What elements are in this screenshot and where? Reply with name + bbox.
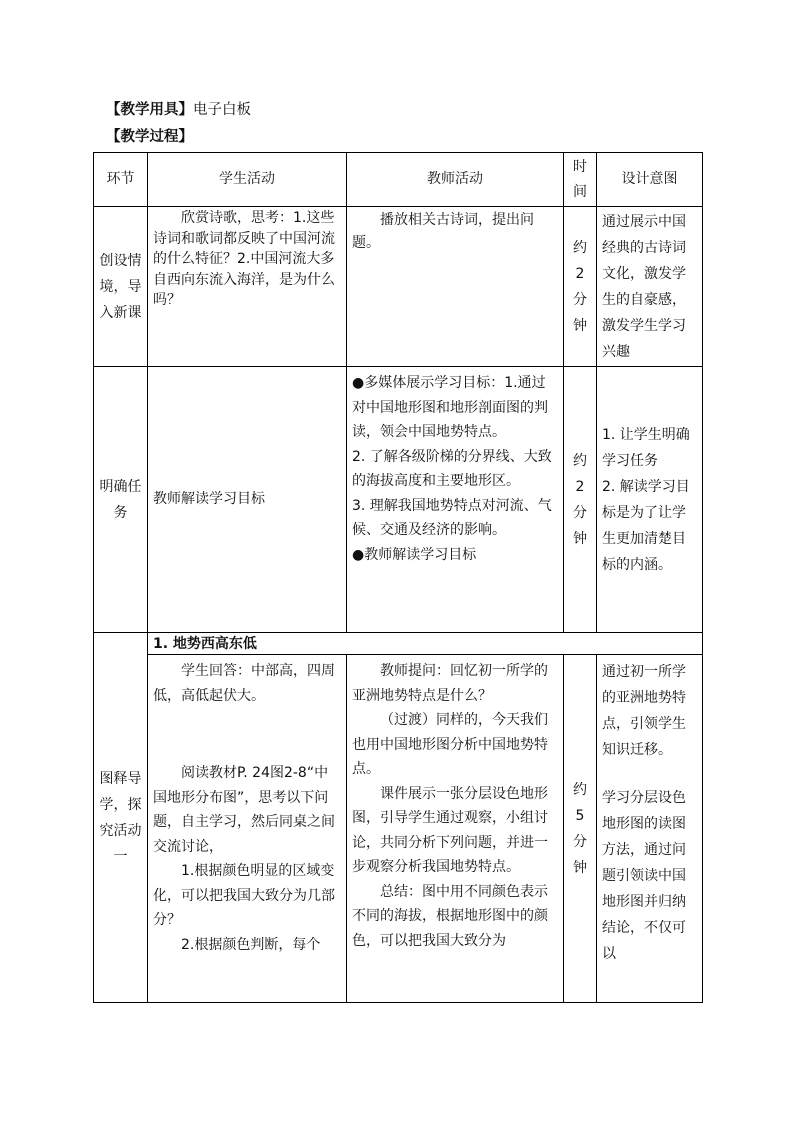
column-header-time: 时间 (564, 153, 597, 207)
stage-cell: 图释导学，探究活动一 (94, 633, 148, 1003)
table-row (94, 633, 703, 655)
teaching-tools-line (106, 100, 251, 120)
spacer (602, 763, 697, 785)
student-line: 阅读教材P. 24图2-8“中国地形分布图”，思考以下问题，自主学习，然后同桌之间交流讨论， (153, 765, 335, 855)
teacher-line: ●教师解读学习目标 (352, 546, 477, 563)
teacher-line: （过渡）同样的，今天我们也用中国地形图分析中国地势特点。 (352, 712, 548, 777)
design-intent-cell (597, 367, 703, 633)
teacher-activity-cell (347, 367, 564, 633)
intent-line: 学习分层设色地形图的读图方法，通过问题引领读中国地形图并归纳结论，不仅可以 (602, 790, 686, 962)
section-subtitle: 1. 地势西高东低 (148, 633, 703, 655)
student-activity-cell: 欣赏诗歌，思考：1.这些诗词和歌词都反映了中国河流的什么特征？2.中国河流大多自西向东流入海洋，是为什么吗？ (148, 207, 347, 367)
table-row (94, 655, 703, 1003)
teacher-line: 2. 了解各级阶梯的分界线、大致的海拔高度和主要地形区。 (352, 448, 552, 489)
teaching-tools-value: 电子白板 (193, 102, 251, 118)
spacer (153, 708, 341, 753)
intent-line: 通过初一所学的亚洲地势特点，引领学生知识迁移。 (602, 664, 686, 758)
student-line: 2.根据颜色判断，每个 (181, 936, 321, 953)
teacher-line: 总结：图中用不同颜色表示不同的海拔，根据地形图中的颜色，可以把我国大致分为 (352, 883, 548, 949)
table-header-row (94, 153, 703, 207)
column-header-stage: 环节 (94, 153, 148, 207)
student-activity-cell: 教师解读学习目标 (148, 367, 347, 633)
teaching-process-heading (106, 127, 193, 147)
design-intent-cell: 通过展示中国经典的古诗词文化，激发学生的自豪感，激发学生学习兴趣 (597, 207, 703, 367)
teacher-line: ●多媒体展示学习目标：1.通过对中国地形图和地形剖面图的判读，领会中国地势特点。 (352, 375, 548, 440)
intent-line: 2. 解读学习目标是为了让学生更加清楚目标的内涵。 (602, 478, 690, 573)
teacher-line: 3. 理解我国地势特点对河流、气候、交通及经济的影响。 (352, 497, 552, 538)
student-line: 学生回答：中部高，四周低，高低起伏大。 (153, 663, 335, 704)
intent-line: 1. 让学生明确学习任务 (602, 426, 690, 469)
teaching-tools-label: 【教学用具】 (106, 102, 193, 118)
table-row (94, 207, 703, 367)
design-intent-cell (597, 655, 703, 1003)
column-header-intent: 设计意图 (597, 153, 703, 207)
lesson-plan-table (93, 152, 703, 1003)
time-cell: 约2分钟 (564, 207, 597, 367)
teaching-process-label: 【教学过程】 (106, 129, 193, 145)
student-line: 1.根据颜色明显的区域变化，可以把我国大致分为几部分？ (153, 863, 335, 928)
column-header-teacher: 教师活动 (347, 153, 564, 207)
time-cell: 约2分钟 (564, 367, 597, 633)
teacher-activity-cell: 播放相关古诗词，提出问题。 (347, 207, 564, 367)
teacher-activity-cell (347, 655, 564, 1003)
table-row (94, 367, 703, 633)
teacher-line: 课件展示一张分层设色地形图，引导学生通过观察，小组讨论，共同分析下列问题，并进一步观察分析我国地势特点。 (352, 785, 548, 875)
teacher-line: 教师提问：回忆初一所学的亚洲地势特点是什么？ (352, 663, 548, 704)
time-cell: 约5分钟 (564, 655, 597, 1003)
stage-cell: 明确任务 (94, 367, 148, 633)
student-activity-cell (148, 655, 347, 1003)
stage-cell: 创设情境，导入新课 (94, 207, 148, 367)
column-header-student: 学生活动 (148, 153, 347, 207)
